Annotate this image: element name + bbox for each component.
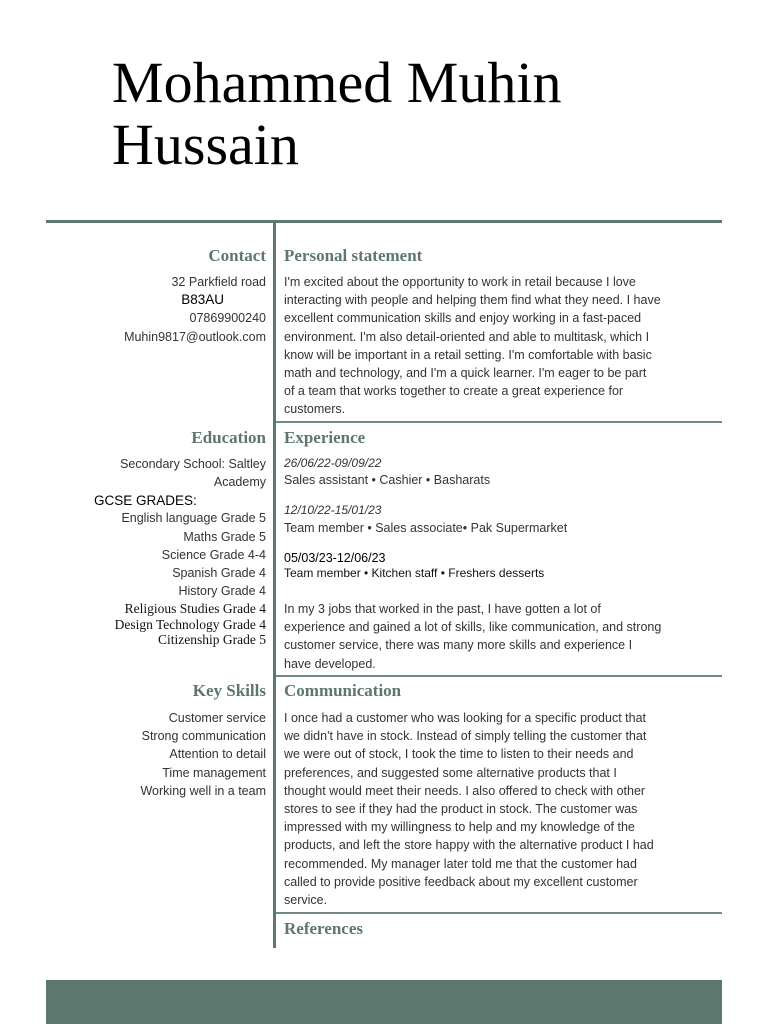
gcse-heading: GCSE GRADES: bbox=[94, 493, 197, 509]
statement-line: customers. bbox=[284, 402, 346, 417]
experience-jobs bbox=[284, 454, 716, 582]
summary-line: have developed. bbox=[284, 656, 376, 671]
communication-line: we didn't have in stock. Instead of simply telling the customer that bbox=[284, 729, 647, 744]
summary-line: experience and gained a lot of skills, like communication, and strong bbox=[284, 620, 662, 635]
job-title: Team member • Sales associate• Pak Supermarket bbox=[284, 520, 568, 535]
grade-item: Spanish Grade 4 bbox=[172, 566, 266, 581]
grade-item: Religious Studies Grade 4 bbox=[124, 601, 266, 617]
statement-line: math and technology, and I'm a quick learner. I'm eager to be part bbox=[284, 366, 647, 381]
summary-line: In my 3 jobs that worked in the past, I have gotten a lot of bbox=[284, 602, 601, 616]
communication-line: thought would meet their needs. I also offered to check with other bbox=[284, 783, 646, 798]
column-divider bbox=[273, 222, 276, 948]
statement-line: excellent communication skills and enjoy working in a fast-paced bbox=[284, 311, 642, 326]
section-divider bbox=[276, 912, 722, 914]
personal-statement-heading: Personal statement bbox=[284, 246, 423, 265]
footer-band bbox=[46, 980, 722, 1024]
skill-item: Time management bbox=[162, 765, 266, 780]
communication-line: called to provide positive feedback about my excellent customer bbox=[284, 874, 638, 889]
communication-line: recommended. My manager later told me that the customer had bbox=[284, 856, 637, 871]
experience-summary bbox=[284, 600, 716, 673]
job-title: Sales assistant • Cashier • Basharats bbox=[284, 473, 491, 488]
section-divider bbox=[276, 421, 722, 423]
statement-line: of a team that works together to create a great experience for bbox=[284, 384, 624, 399]
education-details bbox=[36, 455, 266, 648]
statement-line: know will be important in a retail setting. I'm comfortable with basic bbox=[284, 347, 652, 362]
grade-item: English language Grade 5 bbox=[121, 511, 266, 526]
contact-postcode: B83AU bbox=[181, 292, 224, 308]
grade-item: Science Grade 4-4 bbox=[161, 547, 266, 562]
contact-phone: 07869900240 bbox=[189, 311, 266, 326]
communication-line: preferences, and suggested some alternative products that I bbox=[284, 765, 617, 780]
job-dates: 12/10/22-15/01/23 bbox=[284, 503, 382, 518]
grade-item: Design Technology Grade 4 bbox=[114, 616, 266, 632]
grade-item: History Grade 4 bbox=[178, 584, 266, 599]
school-line: Academy bbox=[213, 475, 266, 490]
statement-line: interacting with people and helping them find what they need. I have bbox=[284, 293, 661, 308]
communication-line: we were out of stock, I took the time to listen to their needs and bbox=[284, 747, 634, 762]
contact-heading: Contact bbox=[208, 246, 266, 265]
communication-line: service. bbox=[284, 893, 328, 908]
statement-line: I'm excited about the opportunity to work in retail because I love bbox=[284, 275, 636, 289]
key-skills-heading: Key Skills bbox=[192, 681, 266, 700]
job-dates: 26/06/22-09/09/22 bbox=[284, 456, 382, 470]
section-divider bbox=[276, 675, 722, 677]
statement-line: environment. I'm also detail-oriented and able to multitask, which I bbox=[284, 329, 650, 344]
job-title: Team member • Kitchen staff • Freshers desserts bbox=[284, 566, 545, 581]
skill-item: Customer service bbox=[168, 711, 266, 725]
contact-address: 32 Parkfield road bbox=[171, 275, 266, 289]
skill-item: Attention to detail bbox=[169, 747, 266, 762]
job-dates: 05/03/23-12/06/23 bbox=[284, 550, 386, 565]
top-divider bbox=[46, 220, 722, 223]
communication-line: I once had a customer who was looking for a specific product that bbox=[284, 711, 646, 725]
candidate-name bbox=[112, 52, 712, 176]
name-line-1: Mohammed Muhin bbox=[112, 50, 562, 115]
communication-line: impressed with my willingness to help and my knowledge of the bbox=[284, 820, 635, 835]
school-line: Secondary School: Saltley bbox=[120, 457, 266, 471]
personal-statement-text bbox=[284, 273, 716, 419]
grade-item: Citizenship Grade 5 bbox=[158, 632, 266, 648]
contact-details bbox=[36, 273, 266, 346]
experience-heading: Experience bbox=[284, 428, 366, 447]
name-line-2: Hussain bbox=[112, 112, 299, 177]
summary-line: customer service, there was many more skills and experience I bbox=[284, 638, 633, 653]
skill-item: Strong communication bbox=[141, 729, 266, 744]
communication-line: stores to see if they had the product in stock. The customer was bbox=[284, 802, 638, 817]
communication-heading: Communication bbox=[284, 681, 402, 700]
grade-item: Maths Grade 5 bbox=[183, 529, 266, 544]
skill-item: Working well in a team bbox=[140, 783, 266, 798]
education-heading: Education bbox=[191, 428, 266, 447]
communication-line: products, and left the store happy with the alternative product I had bbox=[284, 838, 654, 853]
key-skills-list bbox=[36, 709, 266, 800]
communication-text bbox=[284, 709, 716, 909]
references-heading: References bbox=[284, 919, 363, 938]
contact-email[interactable]: Muhin9817@outlook.com bbox=[124, 329, 266, 344]
